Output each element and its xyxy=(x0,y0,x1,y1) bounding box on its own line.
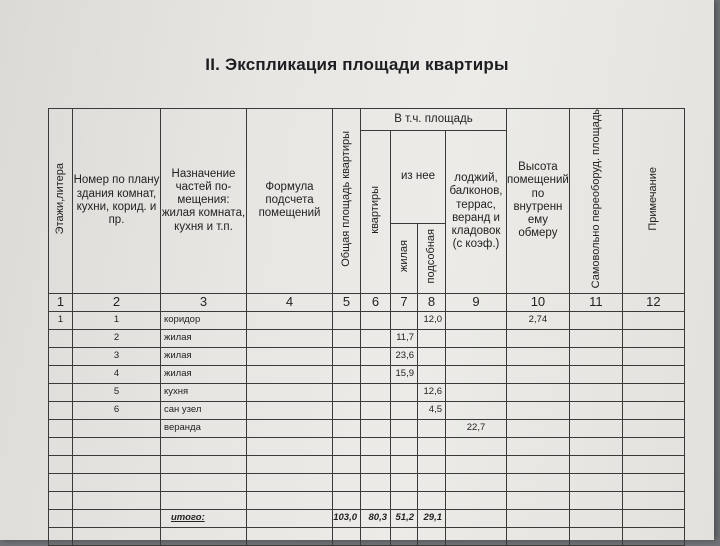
row-loggia xyxy=(446,365,507,383)
row-height xyxy=(507,419,570,437)
row-aux xyxy=(418,365,446,383)
row-number xyxy=(73,491,161,509)
totals-unauthorized xyxy=(569,509,622,527)
row-purpose xyxy=(161,491,247,509)
row-note xyxy=(622,401,684,419)
totals-aux: 29,1 xyxy=(418,509,446,527)
table-row xyxy=(49,311,685,329)
row-note xyxy=(622,473,684,491)
row-aux xyxy=(418,347,446,365)
row-formula xyxy=(247,311,333,329)
row-number: 6 xyxy=(73,401,161,419)
totals-label: итого: xyxy=(161,509,247,527)
row-number xyxy=(73,473,161,491)
row-unauthorized xyxy=(569,419,622,437)
header-formula: Формула подсчета помещений xyxy=(247,109,333,294)
header-incl-area: В т.ч. площадь xyxy=(361,109,507,131)
row-note xyxy=(622,329,684,347)
row-height xyxy=(507,383,570,401)
row-floor: 1 xyxy=(49,311,73,329)
row-height xyxy=(507,455,570,473)
row-number: 3 xyxy=(73,347,161,365)
totals-living: 51,2 xyxy=(391,509,418,527)
row-number: 2 xyxy=(73,329,161,347)
row-number: 5 xyxy=(73,383,161,401)
row-formula xyxy=(247,329,333,347)
row-total-area xyxy=(333,383,361,401)
row-formula xyxy=(247,347,333,365)
row-apartments xyxy=(361,347,391,365)
row-total-area xyxy=(333,455,361,473)
row-purpose: веранда xyxy=(161,419,247,437)
row-number xyxy=(73,455,161,473)
table-row xyxy=(49,347,685,365)
col-number: 10 xyxy=(507,293,570,311)
row-formula xyxy=(247,365,333,383)
header-note: Примечание xyxy=(622,109,684,294)
row-height xyxy=(507,491,570,509)
totals-loggia xyxy=(446,509,507,527)
row-apartments xyxy=(361,401,391,419)
row-floor xyxy=(49,455,73,473)
row-unauthorized xyxy=(569,455,622,473)
row-total-area xyxy=(333,491,361,509)
row-height xyxy=(507,329,570,347)
row-formula xyxy=(247,491,333,509)
totals-formula xyxy=(247,509,333,527)
row-unauthorized xyxy=(569,329,622,347)
row-living: 23,6 xyxy=(391,347,418,365)
row-apartments xyxy=(361,329,391,347)
row-loggia xyxy=(446,347,507,365)
row-living: 15,9 xyxy=(391,365,418,383)
row-purpose: коридор xyxy=(161,311,247,329)
row-apartments xyxy=(361,491,391,509)
table-row xyxy=(49,437,685,455)
row-height xyxy=(507,437,570,455)
row-formula xyxy=(247,437,333,455)
row-unauthorized xyxy=(569,491,622,509)
header-height: Высота помещений по внутренн ему обмеру xyxy=(507,109,570,294)
col-number: 8 xyxy=(418,293,446,311)
row-unauthorized xyxy=(569,311,622,329)
row-note xyxy=(622,311,684,329)
area-explication-table xyxy=(48,108,685,546)
row-purpose: жилая xyxy=(161,329,247,347)
row-total-area xyxy=(333,347,361,365)
row-living xyxy=(391,491,418,509)
row-living xyxy=(391,383,418,401)
row-apartments xyxy=(361,383,391,401)
row-loggia xyxy=(446,329,507,347)
row-aux: 12,6 xyxy=(418,383,446,401)
row-height xyxy=(507,401,570,419)
header-room-number: Номер по плану здания комнат, кухни, корид. и пр. xyxy=(73,109,161,294)
totals-total-area: 103,0 xyxy=(333,509,361,527)
row-formula xyxy=(247,383,333,401)
row-aux xyxy=(418,437,446,455)
row-aux xyxy=(418,473,446,491)
row-floor xyxy=(49,365,73,383)
row-height: 2,74 xyxy=(507,311,570,329)
row-aux xyxy=(418,455,446,473)
row-floor xyxy=(49,401,73,419)
row-living xyxy=(391,311,418,329)
row-living xyxy=(391,455,418,473)
row-total-area xyxy=(333,311,361,329)
row-note xyxy=(622,455,684,473)
row-unauthorized xyxy=(569,473,622,491)
col-number: 5 xyxy=(333,293,361,311)
col-number: 6 xyxy=(361,293,391,311)
row-height xyxy=(507,347,570,365)
table-row xyxy=(49,455,685,473)
col-number: 3 xyxy=(161,293,247,311)
row-unauthorized xyxy=(569,383,622,401)
row-apartments xyxy=(361,311,391,329)
table-row xyxy=(49,383,685,401)
row-loggia xyxy=(446,473,507,491)
totals-height xyxy=(507,509,570,527)
row-note xyxy=(622,365,684,383)
row-total-area xyxy=(333,419,361,437)
row-purpose xyxy=(161,455,247,473)
row-total-area xyxy=(333,401,361,419)
row-living xyxy=(391,419,418,437)
col-number: 4 xyxy=(247,293,333,311)
row-apartments xyxy=(361,437,391,455)
row-apartments xyxy=(361,365,391,383)
row-unauthorized xyxy=(569,365,622,383)
col-number: 11 xyxy=(569,293,622,311)
row-purpose: сан узел xyxy=(161,401,247,419)
row-floor xyxy=(49,329,73,347)
header-living: жилая xyxy=(391,223,418,293)
row-note xyxy=(622,383,684,401)
row-aux xyxy=(418,419,446,437)
row-living xyxy=(391,401,418,419)
row-total-area xyxy=(333,365,361,383)
row-loggia xyxy=(446,311,507,329)
row-aux: 12,0 xyxy=(418,311,446,329)
row-formula xyxy=(247,473,333,491)
totals-note xyxy=(622,509,684,527)
row-purpose: жилая xyxy=(161,347,247,365)
table-row xyxy=(49,491,685,509)
table-row xyxy=(49,401,685,419)
row-living xyxy=(391,437,418,455)
row-floor xyxy=(49,419,73,437)
row-unauthorized xyxy=(569,401,622,419)
row-floor xyxy=(49,491,73,509)
row-living xyxy=(391,473,418,491)
table-row xyxy=(49,419,685,437)
totals-num xyxy=(73,509,161,527)
col-number: 2 xyxy=(73,293,161,311)
row-formula xyxy=(247,401,333,419)
row-number xyxy=(73,419,161,437)
row-height xyxy=(507,365,570,383)
row-aux: 4,5 xyxy=(418,401,446,419)
row-floor xyxy=(49,383,73,401)
col-number: 9 xyxy=(446,293,507,311)
header-unauthorized: Самовольно переоборуд. площадь xyxy=(569,109,622,294)
row-total-area xyxy=(333,329,361,347)
row-loggia xyxy=(446,401,507,419)
row-living: 11,7 xyxy=(391,329,418,347)
row-note xyxy=(622,419,684,437)
row-purpose xyxy=(161,437,247,455)
col-number: 7 xyxy=(391,293,418,311)
totals-apartments: 80,3 xyxy=(361,509,391,527)
row-loggia xyxy=(446,437,507,455)
table-row xyxy=(49,365,685,383)
header-purpose: Назначение частей по-мещения: жилая комната, кухня и т.п. xyxy=(161,109,247,294)
row-formula xyxy=(247,455,333,473)
row-floor xyxy=(49,347,73,365)
row-purpose: жилая xyxy=(161,365,247,383)
header-floors: Этажи,литера xyxy=(49,109,73,294)
header-apartments: квартиры xyxy=(361,131,391,294)
header-auxiliary: подсобная xyxy=(418,223,446,293)
row-aux xyxy=(418,491,446,509)
table-row xyxy=(49,527,685,545)
totals-floor xyxy=(49,509,73,527)
col-number: 1 xyxy=(49,293,73,311)
header-total-area: Общая площадь квартиры xyxy=(333,109,361,294)
row-loggia xyxy=(446,455,507,473)
row-number xyxy=(73,437,161,455)
row-floor xyxy=(49,473,73,491)
table-row xyxy=(49,473,685,491)
row-total-area xyxy=(333,437,361,455)
row-note xyxy=(622,437,684,455)
row-loggia xyxy=(446,491,507,509)
table-row xyxy=(49,329,685,347)
row-floor xyxy=(49,437,73,455)
col-number: 12 xyxy=(622,293,684,311)
row-purpose xyxy=(161,473,247,491)
page-title: II. Экспликация площади квартиры xyxy=(205,55,509,74)
row-aux xyxy=(418,329,446,347)
column-numbers-row xyxy=(49,293,685,311)
row-loggia: 22,7 xyxy=(446,419,507,437)
row-formula xyxy=(247,419,333,437)
header-loggias: лоджий, балконов, террас, веранд и кладовок (с коэф.) xyxy=(446,131,507,294)
row-unauthorized xyxy=(569,437,622,455)
row-apartments xyxy=(361,455,391,473)
row-unauthorized xyxy=(569,347,622,365)
row-apartments xyxy=(361,473,391,491)
row-number: 1 xyxy=(73,311,161,329)
row-loggia xyxy=(446,383,507,401)
row-height xyxy=(507,473,570,491)
row-note xyxy=(622,491,684,509)
totals-row xyxy=(49,509,685,527)
row-number: 4 xyxy=(73,365,161,383)
row-purpose: кухня xyxy=(161,383,247,401)
row-apartments xyxy=(361,419,391,437)
row-total-area xyxy=(333,473,361,491)
header-of-which: из нее xyxy=(391,131,446,224)
row-note xyxy=(622,347,684,365)
